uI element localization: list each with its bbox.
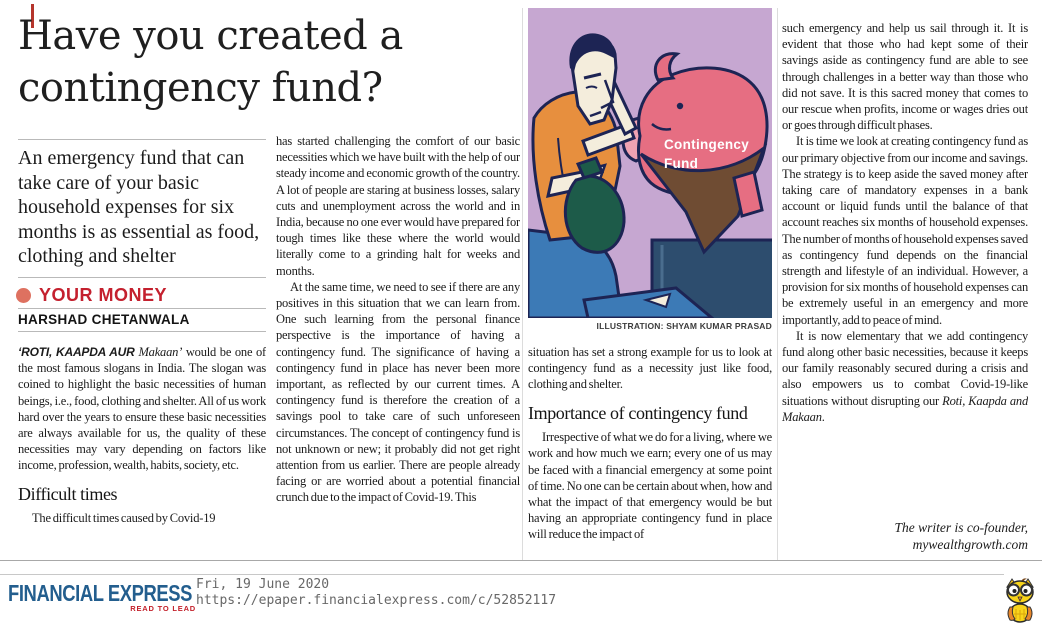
headline-line-1: Have you created a (18, 13, 403, 59)
article-paragraph (18, 344, 266, 474)
writer-credit-line1: The writer is co-founder, (894, 520, 1028, 535)
logo-title: FINANCIAL EXPRESS (8, 580, 193, 606)
headline-line-2: contingency fund? (18, 65, 383, 111)
article-column-3 (528, 344, 772, 562)
subhead-importance: Importance of contingency fund (528, 402, 748, 423)
section-label: YOUR MONEY (39, 285, 168, 305)
column-rule (522, 8, 523, 560)
writer-credit (782, 519, 1028, 553)
lead-in-caps: ‘ROTI, KAAPDA AUR (18, 345, 139, 359)
paragraph-text: would be one of the most famous slogans in India. The slogan was coined to highlight the basic necessities of human beings, i.e., food, clothing and shelter. All of us work hard over the years to ensure these basic necessities are always available for us, the quality of these necessities may vary depending on factors like income, profession, wealth, habits, society, etc. (18, 345, 266, 473)
article-headline (18, 10, 438, 114)
piggy-label-line2: Fund (664, 156, 699, 171)
owl-pupil-left (1013, 589, 1017, 593)
section-bullet-icon (16, 288, 31, 303)
article-column-2 (276, 133, 520, 562)
rule (18, 277, 266, 278)
edition-date: Fri, 19 June 2020 (196, 577, 330, 592)
article-column-4 (782, 20, 1028, 514)
article-paragraph: has started challenging the comfort of our basic necessities which we have built with the help of our steady income and economic growth of the country. A lot of people are staring at business losses, salary cuts and unemployment across the world and in India, because no one ever would have prepared for tough times like these where the world would literally come to a grinding halt for weeks and months. (276, 134, 520, 278)
rule (18, 139, 266, 140)
article-paragraph: such emergency and help us sail through it. It is evident that those who had kept some of their savings aside as contingency fund are able to see through challenges in a better way than those who did not save. It is this sacred money that comes to our rescue when profits, income or wages dries out or goes through difficult phases. (782, 21, 1028, 133)
paragraph-text: It is now elementary that we add contingency fund along other basic necessities, because it keeps our family reasonably secured during a crisis and also empowers us to combat Covid-19-like situations without disrupting our (782, 328, 1028, 408)
article-standfirst: An emergency fund that can take care of your basic household expenses for six months is as essential as food, clothing and shelter (18, 147, 260, 267)
writer-credit-line2: mywealthgrowth.com (912, 537, 1028, 552)
footer-rule (0, 574, 1004, 575)
article-paragraph: The difficult times caused by Covid-19 (32, 511, 216, 526)
article-illustration (528, 8, 772, 318)
owl-pupil-right (1024, 589, 1028, 593)
article-bottom-rule (0, 560, 1042, 561)
article-paragraph: situation has set a strong example for us to look at contingency fund as a necessity just like food, clothing and shelter. (528, 345, 772, 392)
lead-in-italic: Makaan’ (138, 345, 183, 359)
financial-express-logo (8, 580, 208, 622)
subhead-difficult-times: Difficult times (18, 483, 118, 504)
section-header (16, 285, 167, 306)
illustration-credit: ILLUSTRATION: SHYAM KUMAR PRASAD (596, 321, 772, 331)
logo-tagline: READ TO LEAD (130, 604, 196, 613)
pig-eye (677, 103, 683, 109)
article-byline: HARSHAD CHETANWALA (18, 312, 190, 327)
column-rule (777, 8, 778, 560)
rule (18, 308, 266, 309)
owl-mascot-icon (1002, 576, 1038, 623)
rule (18, 331, 266, 332)
paragraph-italic: Roti, Kaapda and Makaan (782, 393, 1028, 424)
article-paragraph: It is time we look at creating contingency fund as our primary objective from our income and savings. The strategy is to keep aside the saved money after taking care of mandatory expenses in a bank account or liquid funds until the balance of that account reaches six months of household expenses. The number of months of household expenses saved as contingency fund depends on the financial strength and lifestyle of an individual. However, a provision for six months of household expenses can be extremely useful in an emergency and more importantly, add to peace of mind. (782, 134, 1028, 327)
paragraph-text: . (821, 409, 825, 424)
article-column-1 (18, 344, 266, 562)
article-paragraph (782, 328, 1028, 425)
clip-url[interactable]: https://epaper.financialexpress.com/c/52852117 (196, 593, 557, 608)
article-paragraph: Irrespective of what we do for a living, where we work and how much we earn; every one of us may be faced with a financial emergency at some point of time. No one can be certain about when, how and what the impact of that emergency would be but having an appropriate contingency fund in place will reduce the impact of (528, 430, 772, 542)
article-paragraph: At the same time, we need to see if there are any positives in this situation that we can learn from. One such learning from the personal finance perspective is the importance of having a contingency fund. The significance of having a contingency fund in place has never been more important, as reflected by our current times. A contingency fund is therefore the creation of a savings pool to take care of such unforeseen circumstances. The concept of contingency fund is not unknown or new; it probably did not get right attention from us earlier. There are people already facing or are worried about a potential financial crunch due to the impact of Covid-19. This (276, 279, 520, 505)
owl-belly-pattern (1014, 609, 1026, 620)
piggy-label-line1: Contingency (664, 137, 750, 152)
